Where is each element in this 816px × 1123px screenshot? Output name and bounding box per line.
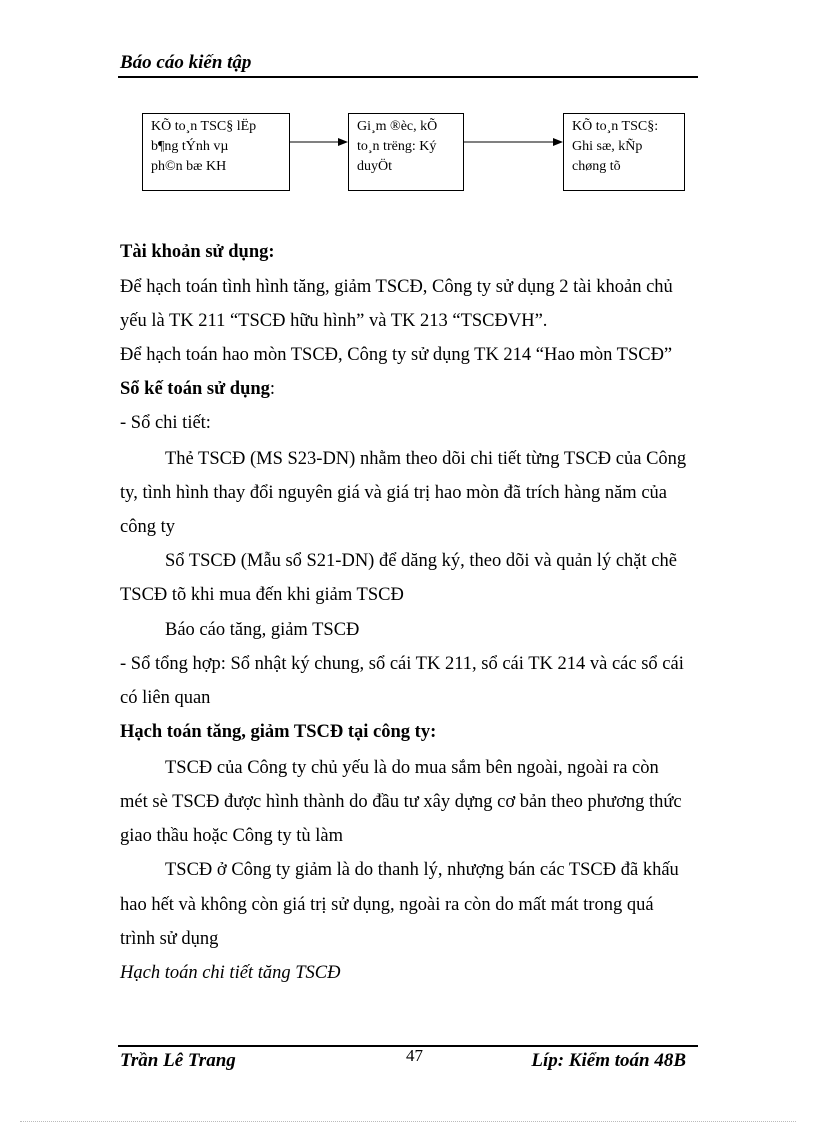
flow-box-line: KÕ to¸n TSC§: [572,119,659,134]
paragraph-line: Để hạch toán hao mòn TSCĐ, Công ty sử dụng TK 214 “Hao mòn TSCĐ” [120,345,673,365]
flow-box-line: b¶ng tÝnh vµ [151,139,229,154]
flow-box-line: chøng tõ [572,159,621,174]
paragraph-line: yếu là TK 211 “TSCĐ hữu hình” và TK 213 “TSCĐVH”. [120,311,548,331]
paragraph-line: hao hết và không còn giá trị sử dụng, ngoài ra còn do mất mát trong quá [120,895,654,915]
paragraph-line: TSCĐ tõ khi mua đến khi giảm TSCĐ [120,585,404,605]
paragraph-line: Thẻ TSCĐ (MS S23-DN) nhằm theo dõi chi tiết từng TSCĐ của Công [165,449,687,469]
flow-box-line: to¸n trëng: Ký [357,139,437,154]
paragraph-line: ty, tình hình thay đổi nguyên giá và giá trị hao mòn đã trích hàng năm của [120,483,667,503]
section-heading-books [120,379,275,400]
paragraph-line: mét sè TSCĐ được hình thành do đầu tư xây dựng cơ bản theo phương thức [120,792,682,812]
paragraph-line: Báo cáo tăng, giảm TSCĐ [165,620,360,640]
paragraph-line: Sổ TSCĐ (Mẫu sổ S21-DN) để dăng ký, theo dõi và quản lý chặt chẽ [165,551,677,571]
footer-class: Líp: Kiểm toán 48B [531,1050,686,1071]
list-item-detail-books: - Sổ chi tiết: [120,413,211,433]
subsection-heading-detail: Hạch toán chi tiết tăng TSCĐ [120,963,341,983]
footer-author: Trần Lê Trang [120,1050,236,1071]
header-rule [118,76,698,78]
section-heading-books-label: Sổ kế toán sử dụng [120,379,270,399]
paragraph-line: TSCĐ của Công ty chủ yếu là do mua sắm bên ngoài, ngoài ra còn [165,758,659,778]
page-number: 47 [406,1046,423,1065]
paragraph-line: Để hạch toán tình hình tăng, giảm TSCĐ, Công ty sử dụng 2 tài khoản chủ [120,277,673,297]
paragraph-line: có liên quan [120,688,211,708]
section-heading-increase-decrease: Hạch toán tăng, giảm TSCĐ tại công ty: [120,722,437,742]
flow-box-line: Ghi sæ, kÑp [572,139,643,154]
flow-box-accountant-prepare [142,113,290,191]
flow-box-line: Gi¸m ®èc, kÕ [357,119,438,134]
flow-box-line: KÕ to¸n TSC§ lËp [151,119,257,134]
flow-box-accountant-record [563,113,685,191]
section-heading-books-colon: : [269,379,276,399]
header-title: Báo cáo kiến tập [120,52,252,73]
flow-box-line: ph©n bæ KH [151,159,227,174]
flow-arrow-2 [464,135,563,149]
paragraph-line: công ty [120,517,175,537]
page-edge [20,1121,796,1122]
flow-box-line: duyÖt [357,159,392,174]
paragraph-line: trình sử dụng [120,929,219,949]
paragraph-line: TSCĐ ở Công ty giảm là do thanh lý, nhượng bán các TSCĐ đã khấu [165,860,679,880]
list-item-summary-books: - Sổ tổng hợp: Sổ nhật ký chung, sổ cái TK 211, sổ cái TK 214 và các sổ cái [120,654,684,674]
flow-box-director-approve [348,113,464,191]
section-heading-accounts: Tài khoản sử dụng: [120,242,275,262]
paragraph-line: giao thầu hoặc Công ty tù làm [120,826,343,846]
flow-arrow-1 [290,135,348,149]
